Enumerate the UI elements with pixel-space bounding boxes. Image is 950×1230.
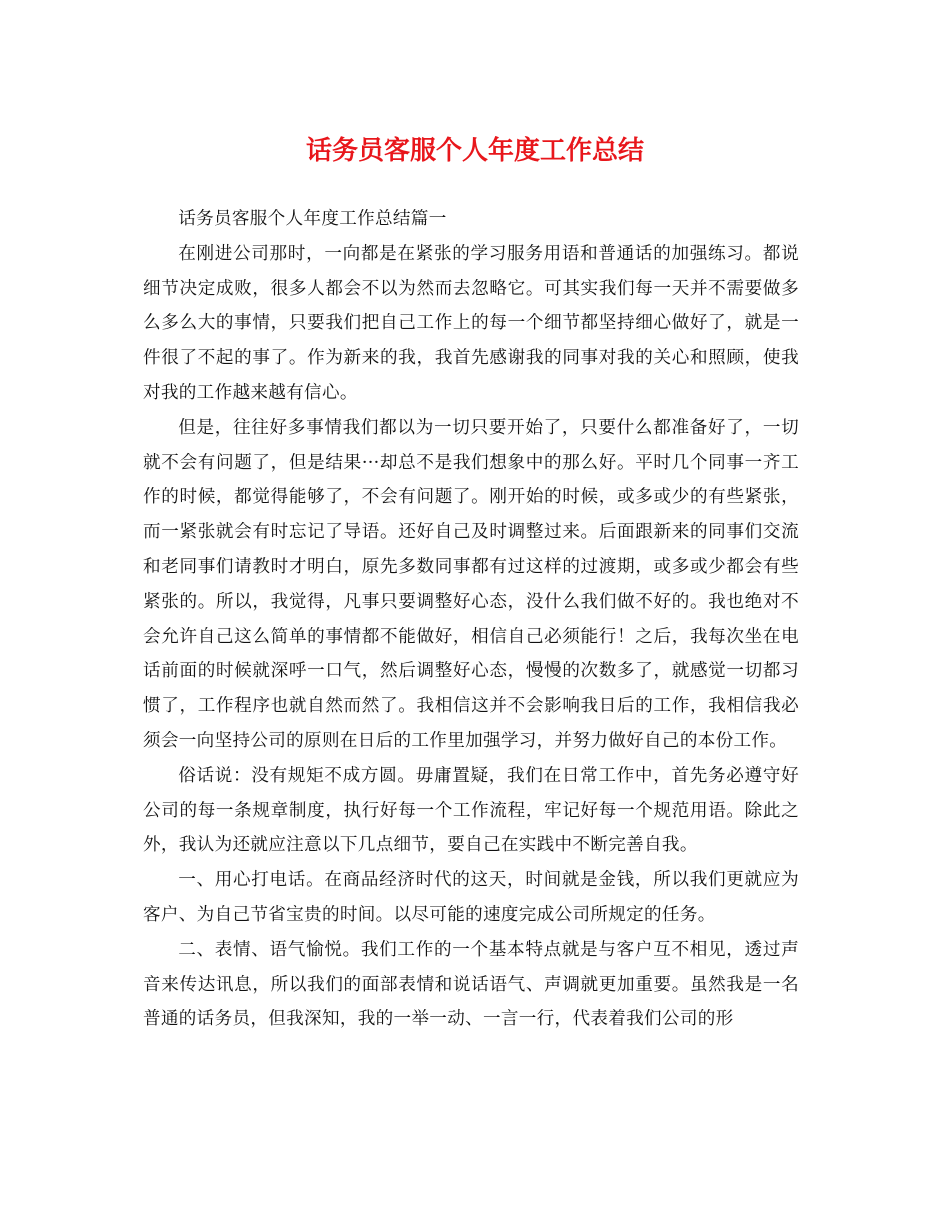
section-heading: 话务员客服个人年度工作总结篇一: [178, 209, 447, 229]
paragraph: 在刚进公司那时，一向都是在紧张的学习服务用语和普通话的加强练习。都说细节决定成败，很多人都会不以为然而去忽略它。可其实我们每一天并不需要做多么多么大的事情，只要我们把自己工作上的每一个细节都坚持细心做好了，就是一件很了不起的事了。作为新来的我，我首先感谢我的同事对我的关心和照顾，使我对我的工作越来越有信心。: [143, 243, 799, 403]
paragraph: 二、表情、语气愉悦。我们工作的一个基本特点就是与客户互不相见，透过声音来传达讯息，所以我们的面部表情和说话语气、声调就更加重要。虽然我是一名普通的话务员，但我深知，我的一举一动、一言一行，代表着我们公司的形: [143, 939, 799, 1030]
document-body: [143, 202, 799, 1037]
document-title: 话务员客服个人年度工作总结: [305, 136, 644, 166]
paragraph: 俗话说：没有规矩不成方圆。毋庸置疑，我们在日常工作中，首先务必遵守好公司的每一条规章制度，执行好每一个工作流程，牢记好每一个规范用语。除此之外，我认为还就应注意以下几点细节，要自己在实践中不断完善自我。: [143, 765, 799, 856]
paragraph: 但是，往往好多事情我们都以为一切只要开始了，只要什么都准备好了，一切就不会有问题了，但是结果···却总不是我们想象中的那么好。平时几个同事一齐工作的时候，都觉得能够了，不会有问题了。刚开始的时候，或多或少的有些紧张，而一紧张就会有时忘记了导语。还好自己及时调整过来。后面跟新来的同事们交流和老同事们请教时才明白，原先多数同事都有过这样的过渡期，或多或少都会有些紧张的。所以，我觉得，凡事只要调整好心态，没什么我们做不好的。我也绝对不会允许自己这么简单的事情都不能做好，相信自己必须能行！之后，我每次坐在电话前面的时候就深呼一口气，然后调整好心态，慢慢的次数多了，就感觉一切都习惯了，工作程序也就自然而然了。我相信这并不会影响我日后的工作，我相信我必须会一向坚持公司的原则在日后的工作里加强学习，并努力做好自己的本份工作。: [143, 417, 799, 751]
paragraph: 一、用心打电话。在商品经济时代的这天，时间就是金钱，所以我们更就应为客户、为自己节省宝贵的时间。以尽可能的速度完成公司所规定的任务。: [143, 870, 799, 925]
